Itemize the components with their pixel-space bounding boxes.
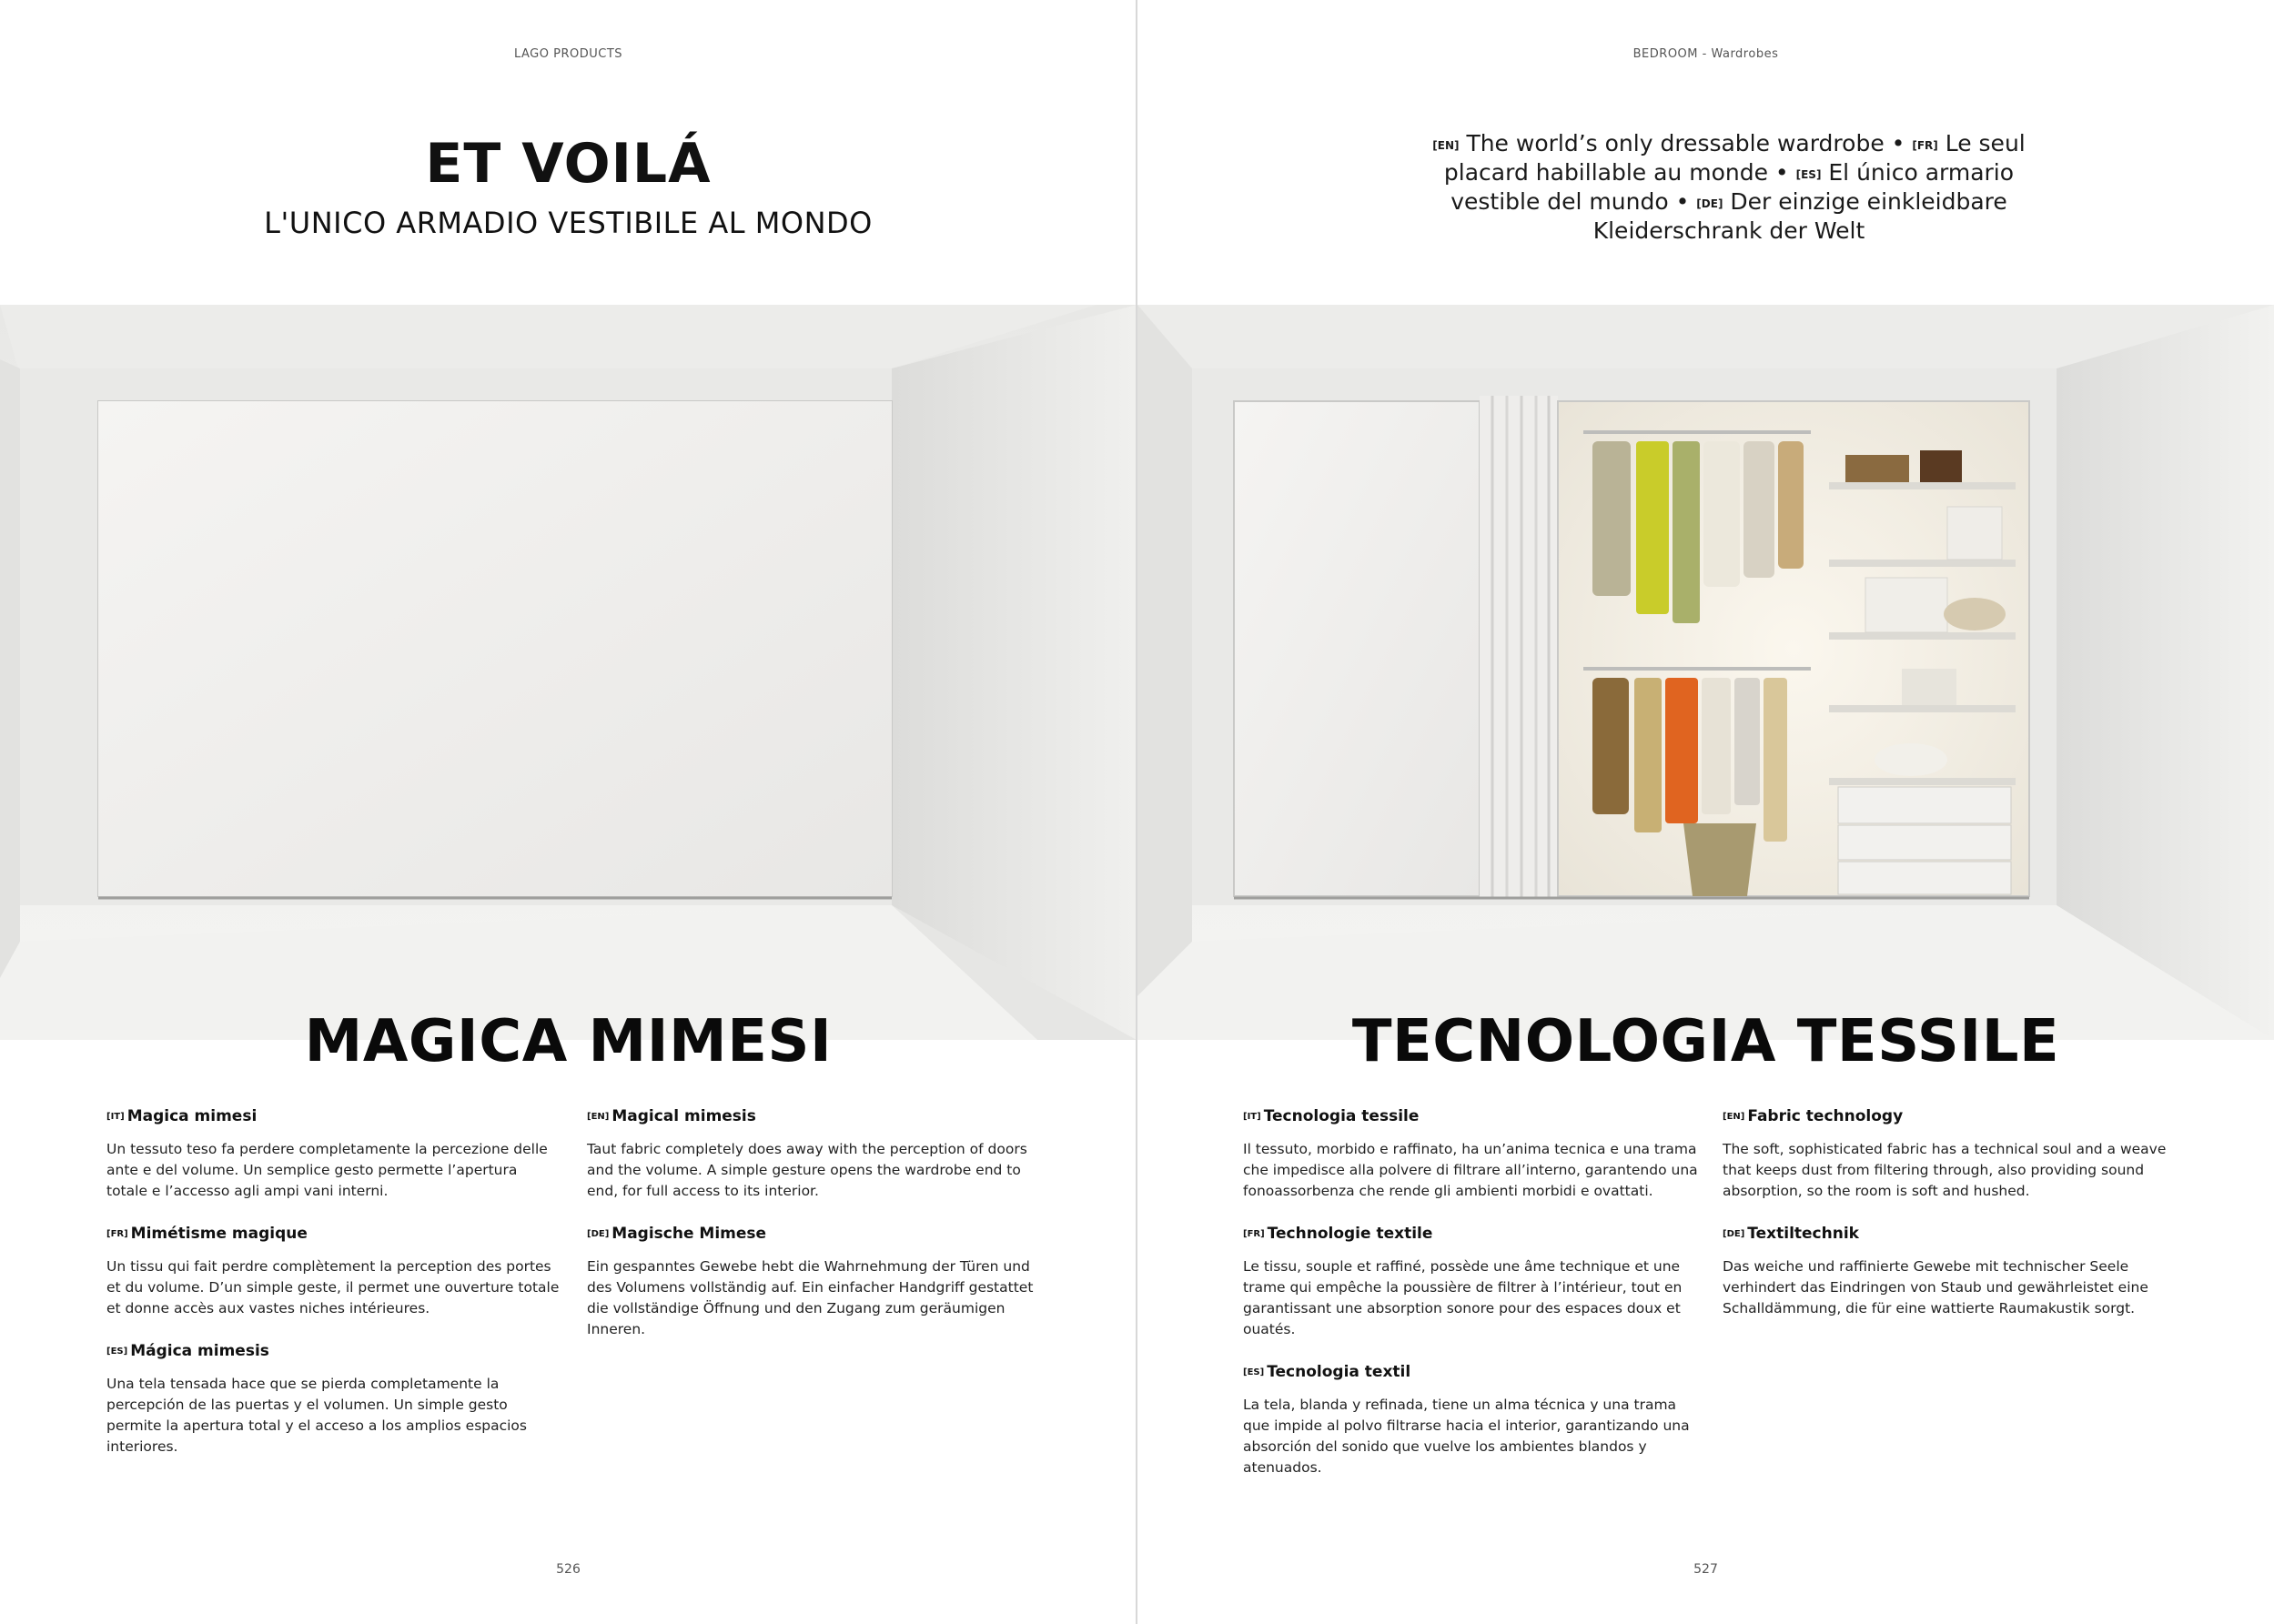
- text-column-2: [587, 1106, 1042, 1362]
- open-wardrobe-photo: [1137, 305, 2274, 1040]
- entry-body: Ein gespanntes Gewebe hebt die Wahrnehmung der Türen und des Volumens vollständig auf. Ein einfacher Handgriff gestattet die vollständige Öffnung und den Zugang zum geräumigen Inneren.: [587, 1258, 1034, 1337]
- multilang-title: [1410, 129, 2047, 246]
- entry-body: La tela, blanda y refinada, tiene un alma técnica y una trama que impide al polvo filtrarse hacia el interior, garantizando una absorción del sonido que vuelve los ambientes blandos y atenuados.: [1243, 1397, 1690, 1476]
- title-text: Le seul placard habillable au monde •: [1443, 130, 2026, 186]
- entry-heading: [587, 1106, 1042, 1126]
- language-tag: [EN]: [587, 1112, 610, 1122]
- page-number: 527: [1693, 1562, 1718, 1577]
- entry-heading-text: Magical mimesis: [611, 1107, 756, 1125]
- language-tag: [FR]: [106, 1229, 128, 1239]
- entry-heading-text: Fabric technology: [1747, 1107, 1904, 1125]
- text-column-1: [106, 1106, 561, 1479]
- entry-heading-text: Tecnologia tessile: [1263, 1107, 1420, 1125]
- entry: [1243, 1362, 1698, 1478]
- main-subtitle: L'UNICO ARMADIO VESTIBILE AL MONDO: [264, 206, 873, 240]
- entry-heading-text: Magica mimesi: [126, 1107, 258, 1125]
- entry-heading-text: Tecnologia textil: [1267, 1363, 1411, 1381]
- language-tag: [ES]: [1795, 168, 1822, 181]
- entry-body: The soft, sophisticated fabric has a technical soul and a weave that keeps dust from filtering through, also providing sound absorption, so the room is soft and hushed.: [1723, 1141, 2167, 1199]
- entry-heading: [106, 1341, 561, 1361]
- text-column-2: [1723, 1106, 2178, 1341]
- entry-heading-text: Textiltechnik: [1747, 1225, 1859, 1243]
- title-text: The world’s only dressable wardrobe •: [1466, 130, 1905, 156]
- entry-body: Le tissu, souple et raffiné, possède une âme technique et une trame qui empêche la poussière de filtrer à l’intérieur, tout en garantissant une absorption sonore pour des espaces doux et ouatés.: [1243, 1258, 1683, 1337]
- entry-heading: [1243, 1362, 1698, 1382]
- entry-heading-text: Magische Mimese: [611, 1225, 767, 1243]
- entry: [1723, 1224, 2178, 1319]
- running-head: BEDROOM - Wardrobes: [1632, 47, 1779, 61]
- language-tag: [FR]: [1243, 1229, 1265, 1239]
- closed-wardrobe-photo: [0, 305, 1137, 1040]
- title-text: Der einzige einkleidbare Kleiderschrank der Welt: [1592, 188, 2007, 244]
- entry-heading: [1723, 1106, 2178, 1126]
- entry-heading: [1243, 1106, 1698, 1126]
- entry: [587, 1106, 1042, 1202]
- entry-heading: [587, 1224, 1042, 1244]
- entry: [106, 1106, 561, 1202]
- language-tag: [EN]: [1723, 1112, 1745, 1122]
- entry: [587, 1224, 1042, 1340]
- entry: [1243, 1224, 1698, 1340]
- page-number: 526: [556, 1562, 581, 1577]
- language-tag: [EN]: [1432, 139, 1460, 152]
- entry-heading: [1243, 1224, 1698, 1244]
- language-tag: [DE]: [587, 1229, 610, 1239]
- language-tag: [FR]: [1912, 139, 1938, 152]
- entry-body: Una tela tensada hace que se pierda completamente la percepción de las puertas y el volumen. Un simple gesto permite la apertura total y el acceso a los amplios espacios interiores.: [106, 1376, 527, 1455]
- title-text: El único armario vestible del mundo •: [1450, 159, 2015, 215]
- text-column-1: [1243, 1106, 1698, 1500]
- entry-body: Un tissu qui fait perdre complètement la perception des portes et du volume. D’un simple geste, il permet une ouverture totale et donne accès aux vastes niches intérieures.: [106, 1258, 560, 1316]
- language-tag: [IT]: [1243, 1112, 1261, 1122]
- section-title: TECNOLOGIA TESSILE: [1351, 1008, 2060, 1075]
- entry-heading: [106, 1224, 561, 1244]
- language-tag: [DE]: [1696, 197, 1723, 210]
- title-block: [0, 132, 1137, 240]
- closed-wardrobe-illustration: [0, 305, 1137, 1040]
- entry-body: Das weiche und raffinierte Gewebe mit technischer Seele verhindert das Eindringen von Staub und gewährleistet eine Schalldämmung, die für eine wattierte Raumakustik sorgt.: [1723, 1258, 2148, 1316]
- entry-body: Un tessuto teso fa perdere completamente la percezione delle ante e del volume. Un semplice gesto permette l’apertura totale e l’accesso agli ampi vani interni.: [106, 1141, 548, 1199]
- open-wardrobe-illustration: [1137, 305, 2274, 1040]
- right-page: [1137, 0, 2274, 1624]
- entry: [106, 1224, 561, 1319]
- entry-heading-text: Technologie textile: [1267, 1225, 1433, 1243]
- entry-heading: [106, 1106, 561, 1126]
- language-tag: [ES]: [1243, 1367, 1265, 1377]
- entry-heading-text: Mimétisme magique: [130, 1225, 308, 1243]
- running-head: LAGO PRODUCTS: [513, 47, 623, 61]
- entry-heading: [1723, 1224, 2178, 1244]
- entry-heading-text: Mágica mimesis: [130, 1342, 269, 1360]
- language-tag: [IT]: [106, 1112, 125, 1122]
- entry-body: Il tessuto, morbido e raffinato, ha un’anima tecnica e una trama che impedisce alla polvere di filtrare all’interno, garantendo una fonoassorbenza che rende gli ambienti morbidi e ovattati.: [1243, 1141, 1698, 1199]
- entry: [1723, 1106, 2178, 1202]
- section-title: MAGICA MIMESI: [304, 1008, 833, 1075]
- entry: [1243, 1106, 1698, 1202]
- main-title: ET VOILÁ: [425, 132, 712, 196]
- entry-body: Taut fabric completely does away with the perception of doors and the volume. A simple gesture opens the wardrobe end to end, for full access to its interior.: [587, 1141, 1027, 1199]
- language-tag: [DE]: [1723, 1229, 1745, 1239]
- language-tag: [ES]: [106, 1347, 128, 1357]
- entry: [106, 1341, 561, 1458]
